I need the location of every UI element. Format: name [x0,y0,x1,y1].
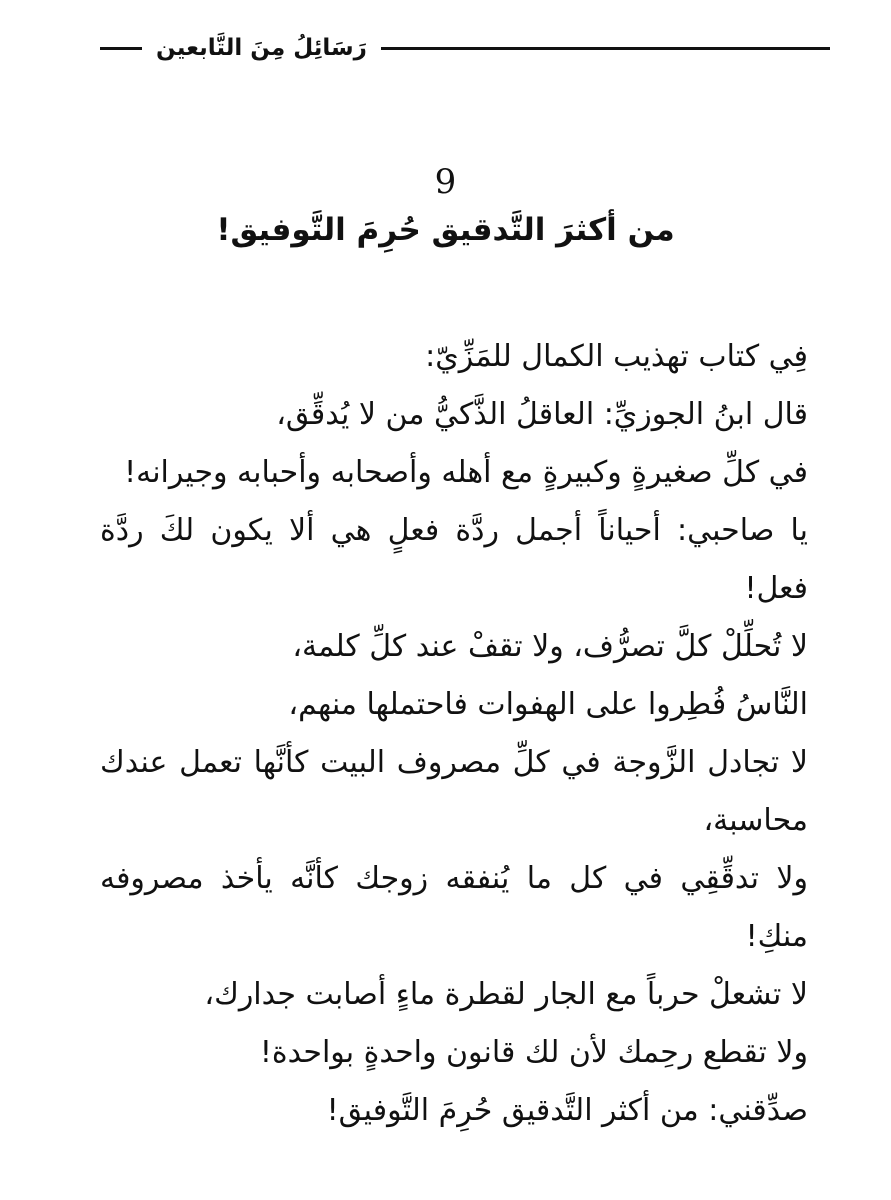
text-line: النَّاسُ فُطِروا على الهفوات فاحتملها منهم، [288,687,808,722]
text-line: فِي كتاب تهذيب الكمال للمَزِّيّ: [425,339,808,374]
text-line: قال ابنُ الجوزيِّ: العاقلُ الذَّكيُّ من لا يُدقِّق، [276,397,808,432]
text-line: في كلِّ صغيرةٍ وكبيرةٍ مع أهله وأصحابه وأحبابه وجيرانه! [124,455,808,490]
text-line: محاسبة، [703,803,808,838]
text-line: صدِّقني: من أكثر التَّدقيق حُرِمَ التَّوفيق! [326,1093,808,1128]
text-line: لا تشعلْ حرباً مع الجار لقطرة ماءٍ أصابت جدارك، [204,977,808,1012]
running-header [100,26,830,70]
header-rule-right [381,47,830,50]
text-line: لا تجادل الزَّوجة في كلِّ مصروف البيت كأنَّها تعمل عندك [100,745,808,780]
text-line: منكِ! [745,919,808,954]
chapter-number: 9 [434,162,457,202]
chapter-title: من أكثرَ التَّدقيق حُرِمَ التَّوفيق! [216,212,675,248]
header-rule-left [100,47,142,50]
book-title: رَسَائِلُ مِنَ التَّابعين [156,35,367,61]
text-line: فعل! [744,571,808,606]
text-line: يا صاحبي: أحياناً أجمل ردَّة فعلٍ هي ألا يكون لكَ ردَّة [100,513,808,548]
text-line: ولا تقطع رحِمك لأن لك قانون واحدةٍ بواحدة! [259,1035,808,1070]
text-line: ولا تدقِّقِي في كل ما يُنفقه زوجك كأنَّه يأخذ مصروفه [100,861,808,896]
body-text [100,328,808,1140]
text-line: لا تُحلِّلْ كلَّ تصرُّف، ولا تقفْ عند كلِّ كلمة، [292,629,808,664]
